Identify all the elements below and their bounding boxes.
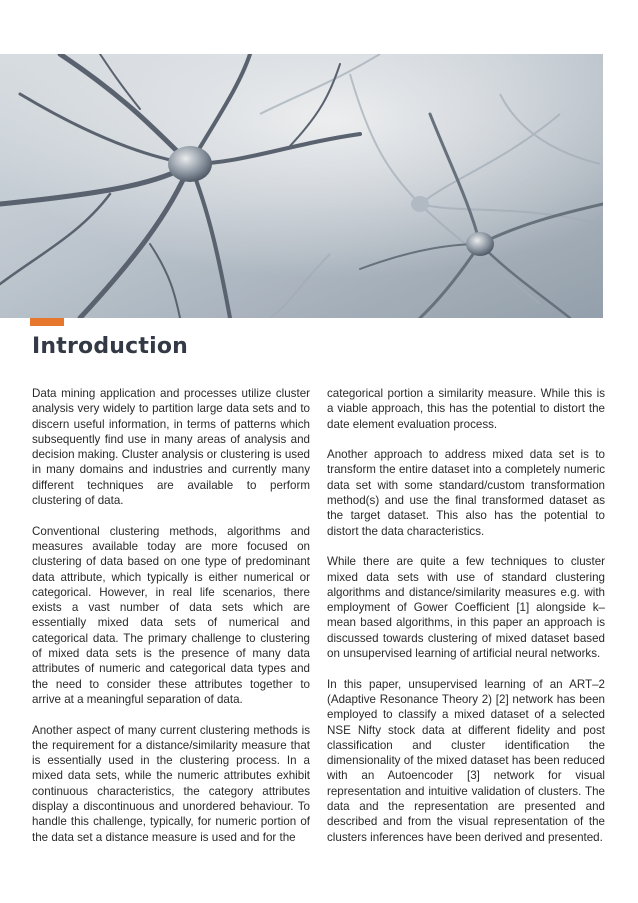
neuron-network-image: [0, 54, 603, 318]
accent-bar: [30, 318, 64, 326]
section-heading: Introduction: [32, 334, 189, 359]
paragraph: Another aspect of many current clustering methods is the requirement for a distance/similarity measure that is essentially used in the clustering process. In a mixed data sets, while the numeric attributes exhibit continuous characteristics, the category attributes display a discontinuous and unordered behaviour. To handle this challenge, typically, for numeric portion of the data set a distance measure is used and for the: [32, 723, 310, 844]
right-column: [327, 386, 605, 860]
left-column: [32, 386, 310, 860]
paragraph: Another approach to address mixed data set is to transform the entire dataset into a completely numeric data set with some standard/custom transformation method(s) and use the final transformed dataset as the target dataset. This also has the potential to distort the data characteristics.: [327, 448, 605, 538]
paragraph: Data mining application and processes utilize cluster analysis very widely to partition large data sets and to discern useful information, in terms of patterns which subsequently find use in many areas of analysis and decision making. Cluster analysis or clustering is used in many domains and industries and currently many different techniques are available to perform clustering of data.: [32, 387, 310, 508]
paragraph: In this paper, unsupervised learning of an ART–2 (Adaptive Resonance Theory 2) [2] network has been employed to classify a mixed dataset of a selected NSE Nifty stock data at different fidelity and post classification and cluster identification the dimensionality of the mixed dataset has been reduced with an Autoencoder [3] network for visual representation and intuitive validation of clusters. The data and the representation are presented and described and from the visual representation of the clusters inferences have been derived and presented.: [327, 677, 605, 844]
paragraph: Conventional clustering methods, algorithms and measures available today are more focused on clustering of data based on one type of predominant data attribute, which typically is either numerical or categorical. However, in real life scenarios, there exists a vast number of data sets which are essentially mixed data sets of numerical and categorical data. The primary challenge to clustering of mixed data sets is the presence of many data attributes of numeric and categorical data types and the need to consider these attributes together to arrive at a meaningful separation of data.: [32, 524, 310, 706]
paragraph: categorical portion a similarity measure. While this is a viable approach, this has the potential to distort the date element evaluation process.: [327, 387, 605, 431]
paragraph: While there are quite a few techniques to cluster mixed data sets with use of standard clustering algorithms and distance/similarity measures e.g. with employment of Gower Coefficient [1] alongside k–mean based algorithms, in this paper an approach is discussed towards clustering of mixed dataset based on unsupervised learning of artificial neural networks.: [327, 555, 605, 661]
